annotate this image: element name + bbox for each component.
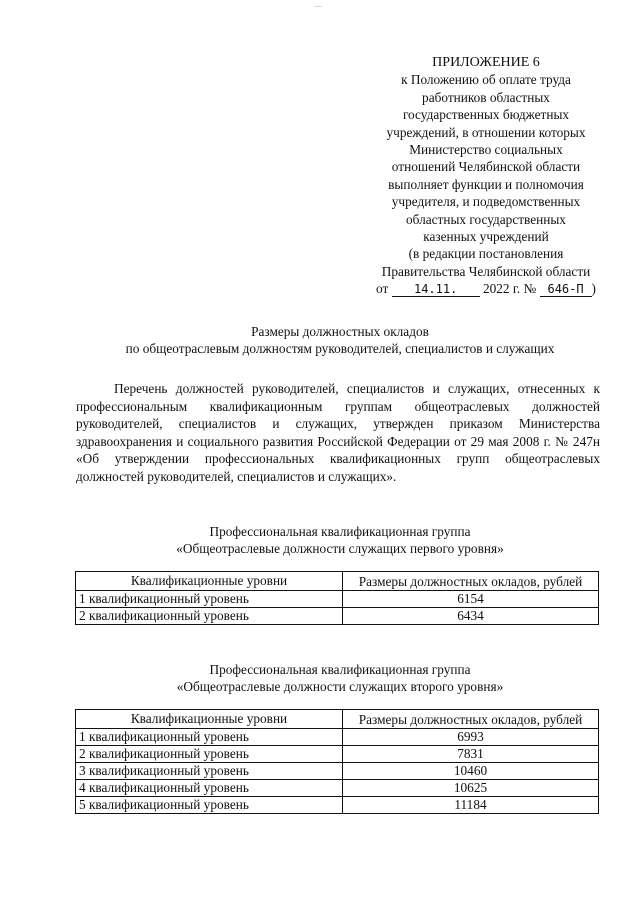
resolution-number: 646-П <box>540 282 592 297</box>
group-heading-line-2: «Общеотраслевые должности служащих первого уровня» <box>176 541 504 557</box>
level-cell: 1 квалификационный уровень <box>76 729 343 746</box>
appendix-line: учредителя, и подведомственных <box>391 194 581 210</box>
table-row <box>76 729 599 746</box>
level-cell: 4 квалификационный уровень <box>76 780 343 797</box>
table-header-row <box>76 710 599 729</box>
appendix-block <box>336 54 636 298</box>
resolution-reference <box>336 280 636 297</box>
appendix-line: Правительства Челябинской области <box>381 263 591 279</box>
appendix-line: Министерство социальных <box>409 142 563 158</box>
column-header-salary: Размеры должностных окладов, рублей <box>343 572 599 591</box>
group-heading-line-1: Профессиональная квалификационная группа <box>209 524 471 539</box>
appendix-line: к Положению об оплате труда <box>401 72 571 88</box>
salary-table-first-level <box>75 571 599 625</box>
column-header-levels: Квалификационные уровни <box>76 710 343 729</box>
scan-artifact <box>314 6 322 7</box>
table-row <box>76 797 599 814</box>
appendix-line: отношений Челябинской области <box>391 159 581 175</box>
amount-cell: 6434 <box>343 608 599 625</box>
closing-paren: ) <box>591 281 596 297</box>
salary-table-second-level <box>75 709 599 814</box>
table-header-row <box>76 572 599 591</box>
column-header-salary: Размеры должностных окладов, рублей <box>343 710 599 729</box>
title-line-2: по общеотраслевым должностям руководителей, специалистов и служащих <box>125 341 555 357</box>
amount-cell: 6993 <box>343 729 599 746</box>
appendix-line: государственных бюджетных <box>402 107 570 123</box>
title-line-1: Размеры должностных окладов <box>251 324 429 339</box>
resolution-date: 14.11. <box>392 282 480 297</box>
group-heading-first-level <box>40 523 640 558</box>
appendix-line: учреждений, в отношении которых <box>386 124 586 140</box>
appendix-line: выполняет функции и полномочия <box>388 176 584 192</box>
intro-paragraph-block <box>76 380 600 486</box>
group-heading-line-2: «Общеотраслевые должности служащих второго уровня» <box>176 679 504 695</box>
level-cell: 5 квалификационный уровень <box>76 797 343 814</box>
column-header-levels: Квалификационные уровни <box>76 572 343 591</box>
intro-paragraph: Перечень должностей руководителей, специалистов и служащих, отнесенных к профессиональным квалификационным группам общеотраслевых должностей руководителей, специалистов и служащих, утвержден приказом Министерства здравоохранения и социального развития Российской Федерации от 29 мая 2008 г. № 247н «Об утверждении профессиональных квалификационных групп общеотраслевых должностей руководителей, специалистов и служащих». <box>76 381 600 484</box>
year-text: 2022 г. № <box>482 281 537 297</box>
group-heading-second-level <box>40 661 640 696</box>
appendix-line: (в редакции постановления <box>408 246 564 262</box>
level-cell: 2 квалификационный уровень <box>76 746 343 763</box>
amount-cell: 6154 <box>343 591 599 608</box>
table-row <box>76 780 599 797</box>
table-row <box>76 763 599 780</box>
document-title <box>40 323 640 358</box>
amount-cell: 10460 <box>343 763 599 780</box>
table-row <box>76 746 599 763</box>
appendix-line: казенных учреждений <box>423 229 549 245</box>
appendix-line: работников областных <box>422 89 550 105</box>
level-cell: 3 квалификационный уровень <box>76 763 343 780</box>
table-row <box>76 591 599 608</box>
group-heading-line-1: Профессиональная квалификационная группа <box>209 662 471 677</box>
table-row <box>76 608 599 625</box>
appendix-title: ПРИЛОЖЕНИЕ 6 <box>432 55 540 70</box>
from-prefix: от <box>376 281 389 297</box>
amount-cell: 10625 <box>343 780 599 797</box>
amount-cell: 7831 <box>343 746 599 763</box>
appendix-line: областных государственных <box>406 211 566 227</box>
amount-cell: 11184 <box>343 797 599 814</box>
level-cell: 2 квалификационный уровень <box>76 608 343 625</box>
level-cell: 1 квалификационный уровень <box>76 591 343 608</box>
